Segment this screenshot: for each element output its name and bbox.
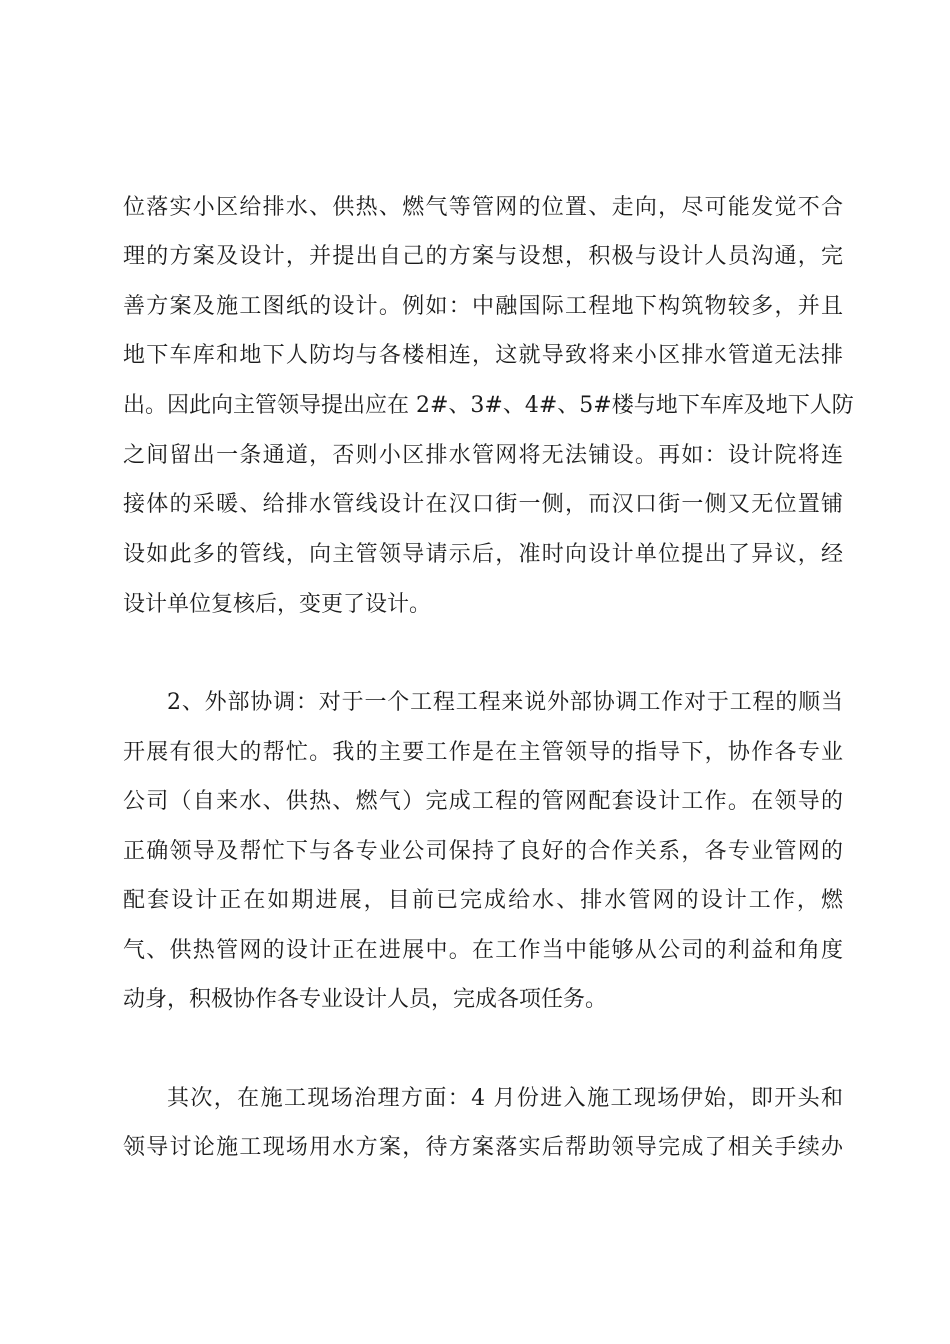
text-line: 配套设计正在如期进展，目前已完成给水、排水管网的设计工作，燃 xyxy=(123,888,843,913)
text-line: 2、外部协调：对于一个工程工程来说外部协调工作对于工程的顺当 xyxy=(167,690,843,715)
text-line: 地下车库和地下人防均与各楼相连，这就导致将来小区排水管道无法排 xyxy=(123,343,843,368)
text-line: 公司（自来水、供热、燃气）完成工程的管网配套设计工作。在领导的 xyxy=(123,789,843,814)
text-line: 其次，在施工现场治理方面：4 月份进入施工现场伊始，即开头和 xyxy=(167,1086,843,1111)
text-line: 动身，积极协作各专业设计人员，完成各项任务。 xyxy=(123,987,608,1012)
text-line: 善方案及施工图纸的设计。例如：中融国际工程地下构筑物较多，并且 xyxy=(123,294,843,319)
text-line: 理的方案及设计，并提出自己的方案与设想，积极与设计人员沟通，完 xyxy=(123,244,843,269)
text-line: 设如此多的管线，向主管领导请示后，准时向设计单位提出了异议，经 xyxy=(123,542,843,567)
text-line: 正确领导及帮忙下与各专业公司保持了良好的合作关系，各专业管网的 xyxy=(123,839,843,864)
text-line: 接体的采暖、给排水管线设计在汉口街一侧，而汉口街一侧又无位置铺 xyxy=(123,492,843,517)
text-line: 气、供热管网的设计正在进展中。在工作当中能够从公司的利益和角度 xyxy=(123,938,843,963)
text-line: 开展有很大的帮忙。我的主要工作是在主管领导的指导下，协作各专业 xyxy=(123,740,843,765)
text-line: 之间留出一条通道，否则小区排水管网将无法铺设。再如：设计院将连 xyxy=(123,443,843,468)
text-line: 位落实小区给排水、供热、燃气等管网的位置、走向，尽可能发觉不合 xyxy=(123,195,843,220)
text-line: 出。因此向主管领导提出应在 2#、3#、4#、5#楼与地下车库及地下人防 xyxy=(123,393,854,418)
text-line: 设计单位复核后，变更了设计。 xyxy=(123,592,432,617)
text-line: 领导讨论施工现场用水方案，待方案落实后帮助领导完成了相关手续办 xyxy=(123,1135,843,1160)
